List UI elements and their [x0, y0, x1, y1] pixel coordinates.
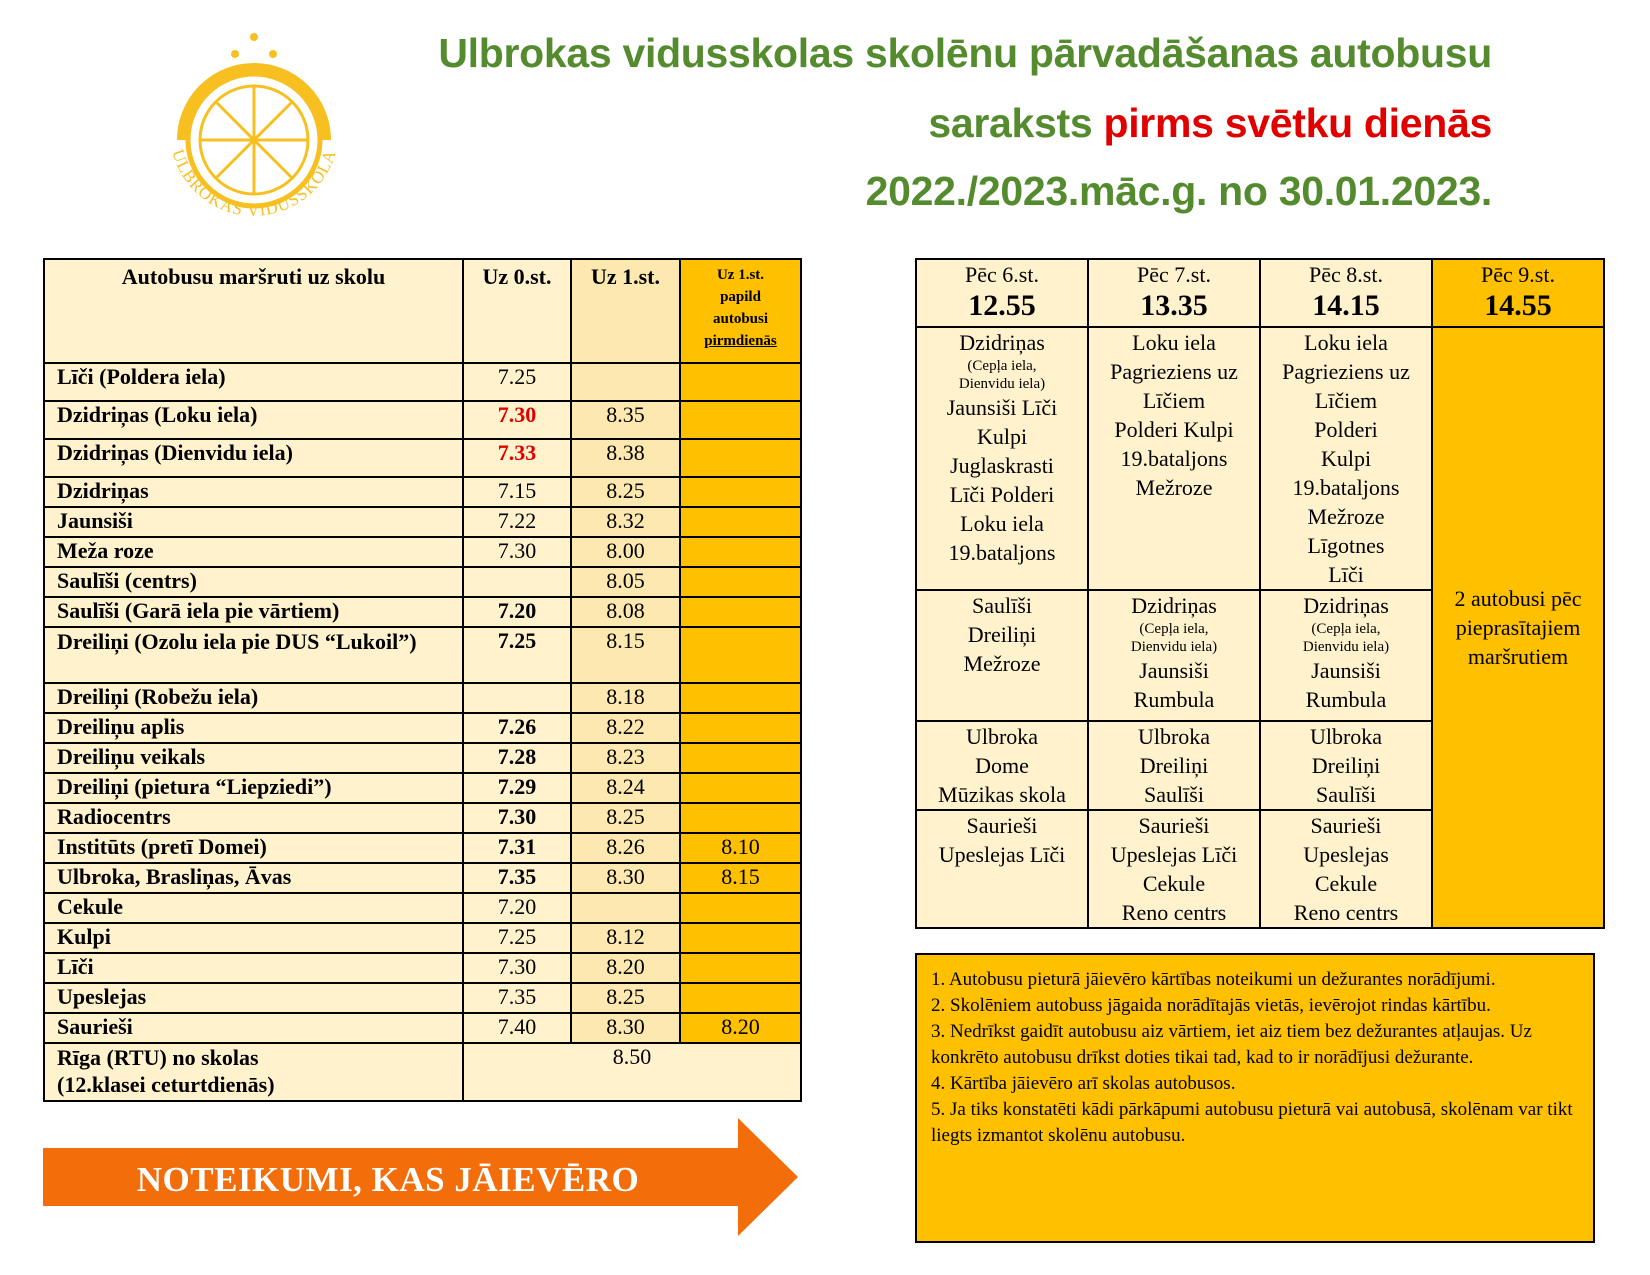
stop: Upeslejas Līči	[938, 842, 1066, 867]
header-t2-line3: autobusi	[712, 311, 769, 327]
on-demand-text: pieprasītajiem	[1455, 615, 1581, 640]
stop: Saulīši	[972, 593, 1032, 618]
header-after-9	[1432, 259, 1604, 327]
header-time: 14.15	[1312, 289, 1380, 322]
stop: Pagrieziens uz	[1282, 359, 1410, 384]
table-row	[44, 363, 801, 401]
time-t2	[680, 893, 801, 923]
table-header-row	[44, 259, 801, 363]
stop-note: Dienvidu iela)	[1130, 639, 1218, 655]
stop: Dreiliņi	[1139, 753, 1209, 778]
page-title-line2	[928, 100, 1492, 147]
stop: 19.bataljons	[1120, 446, 1228, 471]
header-t2	[680, 259, 801, 363]
route-cell	[44, 1043, 463, 1101]
rule-item: 5. Ja tiks konstatēti kādi pārkāpumi autobusu pieturā vai autobusā, skolēnam var tikt liegts izmantot skolēnu autobusu.	[931, 1099, 1573, 1146]
table-row	[44, 567, 801, 597]
stop: Pagrieziens uz	[1110, 359, 1238, 384]
table-row	[44, 983, 801, 1013]
time-t2	[680, 363, 801, 401]
stop: Cekule	[1142, 871, 1206, 896]
stop: Mežroze	[1307, 504, 1385, 529]
time-t0: 7.35	[463, 863, 571, 893]
time-t2: 8.10	[680, 833, 801, 863]
table-row	[44, 401, 801, 439]
time-t1: 8.32	[571, 507, 680, 537]
route-cell: Saurieši	[44, 1013, 463, 1043]
stop: Dreiliņi	[967, 622, 1037, 647]
rules-box	[915, 953, 1595, 1243]
route-cell: Dreiliņi (Ozolu iela pie DUS “Lukoil”)	[44, 627, 463, 683]
route-cell: Dzidriņas (Dienvidu iela)	[44, 439, 463, 477]
route-cell: Kulpi	[44, 923, 463, 953]
header-t1: Uz 1.st.	[571, 259, 680, 363]
time-t2	[680, 683, 801, 713]
page-title-line3: 2022./2023.māc.g. no 30.01.2023.	[865, 168, 1492, 214]
stop: Līčiem	[1314, 388, 1378, 413]
table-row	[44, 803, 801, 833]
stop: Cekule	[1314, 871, 1378, 896]
b2-col1	[916, 590, 1088, 721]
time-t1: 8.25	[571, 477, 680, 507]
rules-arrow-banner	[43, 1118, 798, 1236]
time-t0: 7.30	[463, 803, 571, 833]
stop: Dreiliņi	[1311, 753, 1381, 778]
stop-note: (Cepļa iela,	[967, 358, 1037, 374]
stop: 19.bataljons	[948, 540, 1056, 565]
time-t0: 7.33	[463, 439, 571, 477]
time-t1: 8.30	[571, 1013, 680, 1043]
stop: Saurieši	[1310, 813, 1382, 838]
route-cell: Dreiliņi (Robežu iela)	[44, 683, 463, 713]
time-t1: 8.26	[571, 833, 680, 863]
time-t2: 8.15	[680, 863, 801, 893]
stop: Kulpi	[976, 424, 1028, 449]
header-t0: Uz 0.st.	[463, 259, 571, 363]
stop: Loku iela	[1304, 330, 1388, 355]
time-t2: 8.20	[680, 1013, 801, 1043]
time-t0: 7.30	[463, 537, 571, 567]
stop: Loku iela	[960, 511, 1044, 536]
stop: Mūzikas skola	[938, 782, 1066, 807]
stop: Jaunsiši	[1139, 658, 1209, 683]
b3-col1	[916, 721, 1088, 810]
time-t1: 8.15	[571, 627, 680, 683]
time-t2	[680, 923, 801, 953]
title-green-part: saraksts	[928, 100, 1104, 146]
header-label: Pēc 7.st.	[1137, 262, 1211, 287]
b2-col2	[1088, 590, 1260, 721]
route-cell: Saulīši (centrs)	[44, 567, 463, 597]
time-t1: 8.08	[571, 597, 680, 627]
header-label: Pēc 8.st.	[1309, 262, 1383, 287]
route-cell: Līči (Poldera iela)	[44, 363, 463, 401]
time-t1: 8.05	[571, 567, 680, 597]
school-logo	[160, 30, 350, 230]
stop: Reno centrs	[1293, 900, 1399, 925]
route-cell: Līči	[44, 953, 463, 983]
route-cell: Ulbroka, Brasliņas, Āvas	[44, 863, 463, 893]
header-route: Autobusu maršruti uz skolu	[44, 259, 463, 363]
stop: Rumbula	[1133, 687, 1215, 712]
time-t2	[680, 537, 801, 567]
table-row	[44, 1013, 801, 1043]
time-t2	[680, 953, 801, 983]
riga-route-line2: (12.klasei ceturtdienās)	[57, 1072, 275, 1097]
time-t1: 8.12	[571, 923, 680, 953]
time-t2	[680, 773, 801, 803]
stop: Ulbroka	[1309, 724, 1383, 749]
time-t0: 7.30	[463, 401, 571, 439]
b3-col3	[1260, 721, 1432, 810]
stop: Upeslejas	[1303, 842, 1389, 867]
stop: Jaunsiši	[1311, 658, 1381, 683]
stop-note: Dienvidu iela)	[958, 376, 1046, 392]
table-row	[44, 597, 801, 627]
stop: Saulīši	[1144, 782, 1204, 807]
route-cell: Cekule	[44, 893, 463, 923]
time-t2	[680, 439, 801, 477]
time-t1: 8.00	[571, 537, 680, 567]
table-row	[44, 833, 801, 863]
time-t2	[680, 743, 801, 773]
time-t2	[680, 401, 801, 439]
b4-col2	[1088, 810, 1260, 928]
stop: Rumbula	[1305, 687, 1387, 712]
header-after-8	[1260, 259, 1432, 327]
time-t2	[680, 477, 801, 507]
route-cell: Dreiliņi (pietura “Liepziedi”)	[44, 773, 463, 803]
table-row	[44, 627, 801, 683]
time-t0: 7.26	[463, 713, 571, 743]
time-t0: 7.20	[463, 597, 571, 627]
logo-emblem	[160, 30, 350, 230]
time-t1: 8.38	[571, 439, 680, 477]
time-t0: 7.15	[463, 477, 571, 507]
header-after-7	[1088, 259, 1260, 327]
table-row	[44, 863, 801, 893]
time-t0: 7.25	[463, 363, 571, 401]
time-t2	[680, 597, 801, 627]
time-t0: 7.22	[463, 507, 571, 537]
riga-route-line1: Rīga (RTU) no skolas	[57, 1045, 259, 1070]
time-t1	[571, 893, 680, 923]
table-row	[44, 953, 801, 983]
route-cell: Meža roze	[44, 537, 463, 567]
header-t2-line1: Uz 1.st.	[716, 267, 765, 283]
time-t0: 7.29	[463, 773, 571, 803]
time-t1: 8.25	[571, 983, 680, 1013]
route-cell: Radiocentrs	[44, 803, 463, 833]
table-row	[44, 507, 801, 537]
table-row	[44, 923, 801, 953]
route-cell: Saulīši (Garā iela pie vārtiem)	[44, 597, 463, 627]
time-t2	[680, 627, 801, 683]
arrow-label: NOTEIKUMI, KAS JĀIEVĒRO	[136, 1160, 640, 1199]
header-time: 14.55	[1484, 289, 1552, 322]
table-row	[44, 773, 801, 803]
rule-item: 3. Nedrīkst gaidīt autobusu aiz vārtiem, iet aiz tiem bez dežurantes atļaujas. Uz konkrēto autobusu drīkst doties tikai tad, kad to ir norādījusi dežurante.	[931, 1021, 1532, 1068]
time-t0	[463, 683, 571, 713]
stop: Ulbroka	[965, 724, 1039, 749]
stop: Mežroze	[963, 651, 1041, 676]
header-time: 13.35	[1140, 289, 1208, 322]
stop-note: (Cepļa iela,	[1139, 621, 1209, 637]
route-cell: Dzidriņas (Loku iela)	[44, 401, 463, 439]
time-t1: 8.25	[571, 803, 680, 833]
stop: Saurieši	[1138, 813, 1210, 838]
stop: Loku iela	[1132, 330, 1216, 355]
route-cell: Jaunsiši	[44, 507, 463, 537]
stop: Dome	[975, 753, 1029, 778]
b3-col2	[1088, 721, 1260, 810]
stop: Līči	[1328, 562, 1364, 587]
time-t0: 7.35	[463, 983, 571, 1013]
table-row	[44, 477, 801, 507]
stop-note: Dienvidu iela)	[1302, 639, 1390, 655]
to-school-rows	[44, 363, 801, 1043]
time-t1	[571, 363, 680, 401]
stop: Dzidriņas	[1131, 593, 1217, 618]
time-t0: 7.40	[463, 1013, 571, 1043]
time-t2	[680, 713, 801, 743]
time-t1: 8.22	[571, 713, 680, 743]
page-title-line1: Ulbrokas vidusskolas skolēnu pārvadāšanas autobusu	[438, 30, 1492, 76]
route-cell: Upeslejas	[44, 983, 463, 1013]
b1-col3	[1260, 327, 1432, 590]
header-label: Pēc 6.st.	[965, 262, 1039, 287]
b4-col1	[916, 810, 1088, 928]
stop: Saurieši	[966, 813, 1038, 838]
to-school-table	[43, 258, 802, 1102]
b-col4-on-demand	[1432, 327, 1604, 928]
stop: Dzidriņas	[959, 330, 1045, 355]
time-t0: 7.30	[463, 953, 571, 983]
route-cell: Institūts (pretī Domei)	[44, 833, 463, 863]
stop: Reno centrs	[1121, 900, 1227, 925]
time-t1: 8.20	[571, 953, 680, 983]
stop: Ulbroka	[1137, 724, 1211, 749]
stop: Juglaskrasti	[950, 453, 1054, 478]
b1-col1	[916, 327, 1088, 590]
stop-note: (Cepļa iela,	[1311, 621, 1381, 637]
b4-col3	[1260, 810, 1432, 928]
b1-col2	[1088, 327, 1260, 590]
stop: 19.bataljons	[1292, 475, 1400, 500]
table-row-riga	[44, 1043, 801, 1101]
logo-text: ULBROKAS VIDUSSKOLA	[168, 147, 340, 220]
stop: Līči Polderi	[949, 482, 1055, 507]
stop: Upeslejas Līči	[1110, 842, 1238, 867]
time-t0: 7.25	[463, 627, 571, 683]
header-t2-line2: papild	[720, 289, 761, 305]
table-row	[44, 743, 801, 773]
time-t1: 8.23	[571, 743, 680, 773]
stop: Polderi Kulpi	[1114, 417, 1234, 442]
time-t2	[680, 507, 801, 537]
table-row	[44, 537, 801, 567]
time-t2	[680, 983, 801, 1013]
time-t1: 8.24	[571, 773, 680, 803]
b2-col3	[1260, 590, 1432, 721]
time-t2	[680, 567, 801, 597]
route-cell: Dreiliņu aplis	[44, 713, 463, 743]
stop: Līgotnes	[1307, 533, 1385, 558]
time-t0: 7.28	[463, 743, 571, 773]
time-t1: 8.30	[571, 863, 680, 893]
header-label: Pēc 9.st.	[1481, 262, 1555, 287]
time-t2	[680, 803, 801, 833]
stop: Līčiem	[1142, 388, 1206, 413]
time-t0	[463, 567, 571, 597]
time-t0: 7.20	[463, 893, 571, 923]
rule-item: 2. Skolēniem autobuss jāgaida norādītajās vietās, ievērojot rindas kārtību.	[931, 995, 1491, 1016]
route-cell: Dzidriņas	[44, 477, 463, 507]
after-block1	[916, 327, 1604, 590]
stop: Saulīši	[1316, 782, 1376, 807]
table-row	[44, 439, 801, 477]
time-t1: 8.18	[571, 683, 680, 713]
on-demand-text: 2 autobusi pēc	[1454, 586, 1582, 611]
table-row	[44, 893, 801, 923]
header-t2-line4: pirmdienās	[704, 333, 777, 349]
stop: Kulpi	[1320, 446, 1372, 471]
after-header-row	[916, 259, 1604, 327]
stop: Dzidriņas	[1303, 593, 1389, 618]
rule-item: 4. Kārtība jāievēro arī skolas autobusos.	[931, 1073, 1236, 1094]
table-row	[44, 683, 801, 713]
stop: Jaunsiši Līči	[946, 395, 1058, 420]
stop: Polderi	[1314, 417, 1378, 442]
riga-time: 8.50	[463, 1043, 801, 1101]
header-after-6	[916, 259, 1088, 327]
time-t1: 8.35	[571, 401, 680, 439]
after-school-table	[915, 258, 1605, 929]
stop: Mežroze	[1135, 475, 1213, 500]
title-red-part: pirms svētku dienās	[1103, 100, 1492, 146]
on-demand-text: maršrutiem	[1467, 644, 1569, 669]
time-t0: 7.25	[463, 923, 571, 953]
route-cell: Dreiliņu veikals	[44, 743, 463, 773]
table-row	[44, 713, 801, 743]
time-t0: 7.31	[463, 833, 571, 863]
header-time: 12.55	[968, 289, 1036, 322]
rule-item: 1. Autobusu pieturā jāievēro kārtības noteikumi un dežurantes norādījumi.	[931, 969, 1496, 990]
